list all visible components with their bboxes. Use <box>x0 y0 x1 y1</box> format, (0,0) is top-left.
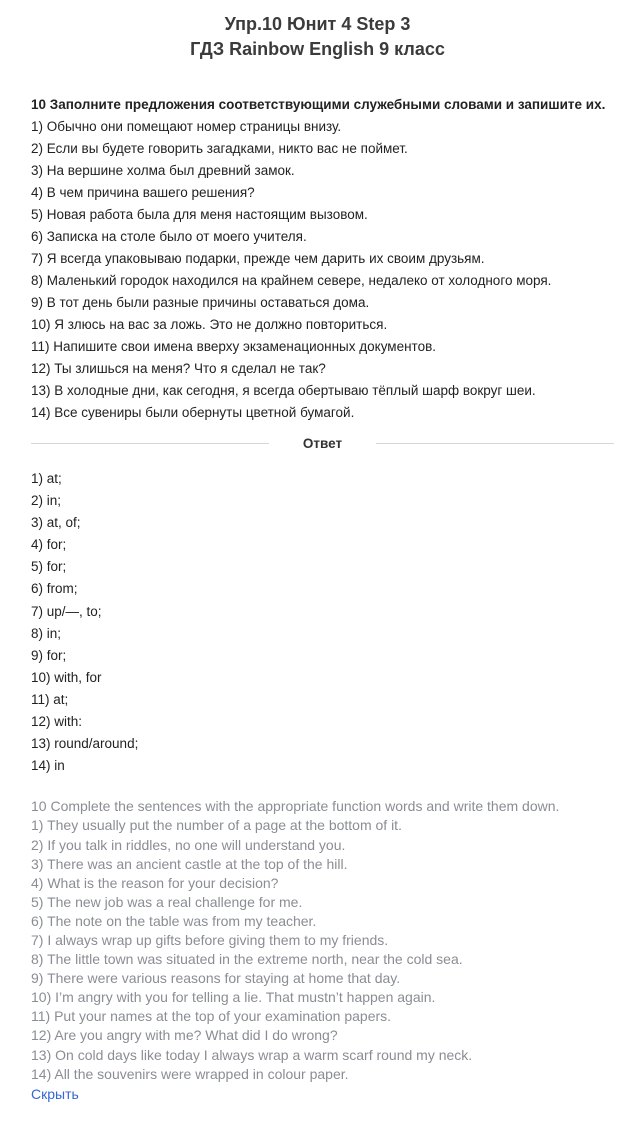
answer-list <box>31 468 614 777</box>
answer-item: 4) for; <box>31 537 67 553</box>
answer-item: 13) round/around; <box>31 736 139 752</box>
answer-item: 6) from; <box>31 581 78 597</box>
translation-sentence: 13) On cold days like today I always wrap a warm scarf round my neck. <box>31 1046 473 1063</box>
task-sentence: 14) Все сувениры были обернуты цветной бумагой. <box>31 405 355 420</box>
translation-block <box>31 797 614 1083</box>
title-line-1: Упр.10 Юнит 4 Step 3 <box>224 14 411 34</box>
translation-sentence: 11) Put your names at the top of your examination papers. <box>31 1008 392 1025</box>
answer-label: Ответ <box>302 435 343 451</box>
translation-sentence: 4) What is the reason for your decision? <box>31 874 279 891</box>
answer-item: 2) in; <box>31 493 62 509</box>
answer-item: 7) up/—, to; <box>31 603 102 619</box>
task-sentence: 7) Я всегда упаковываю подарки, прежде чем дарить их своим друзьям. <box>31 251 485 266</box>
translation-sentence: 6) The note on the table was from my teacher. <box>31 912 317 929</box>
page-title <box>0 0 635 62</box>
translation-sentence: 10) I’m angry with you for telling a lie. That mustn’t happen again. <box>31 989 436 1006</box>
task-sentence: 10) Я злюсь на вас за ложь. Это не должно повториться. <box>31 317 388 332</box>
answer-item: 11) at; <box>31 691 69 707</box>
answer-item: 14) in <box>31 758 65 774</box>
task-sentence: 8) Маленький городок находился на крайнем севере, недалеко от холодного моря. <box>31 273 552 288</box>
answer-separator <box>31 430 614 456</box>
translation-heading: 10 Complete the sentences with the appropriate function words and write them down. <box>31 798 560 815</box>
task-sentence: 5) Новая работа была для меня настоящим вызовом. <box>31 207 368 222</box>
separator-line-left <box>31 443 269 444</box>
title-line-2: ГДЗ Rainbow English 9 класс <box>190 39 445 59</box>
answer-item: 9) for; <box>31 647 67 663</box>
translation-sentence: 12) Are you angry with me? What did I do wrong? <box>31 1027 338 1044</box>
task-sentence: 2) Если вы будете говорить загадками, никто вас не поймет. <box>31 141 408 156</box>
task-heading: 10 Заполните предложения соответствующими служебными словами и запишите их. <box>31 97 606 112</box>
translation-sentences <box>31 816 614 1083</box>
answer-item: 3) at, of; <box>31 515 81 531</box>
task-sentence: 6) Записка на столе было от моего учителя. <box>31 229 307 244</box>
answer-item: 1) at; <box>31 471 62 486</box>
answer-item: 10) with, for <box>31 669 102 685</box>
hide-link[interactable]: Скрыть <box>31 1085 79 1102</box>
task-sentence: 1) Обычно они помещают номер страницы внизу. <box>31 119 342 134</box>
task-sentence: 3) На вершине холма был древний замок. <box>31 163 295 178</box>
translation-sentence: 1) They usually put the number of a page at the bottom of it. <box>31 817 402 834</box>
translation-sentence: 2) If you talk in riddles, no one will understand you. <box>31 836 346 853</box>
answer-item: 5) for; <box>31 559 67 575</box>
translation-sentence: 3) There was an ancient castle at the top of the hill. <box>31 855 348 872</box>
task-sentence: 11) Напишите свои имена вверху экзаменационных документов. <box>31 339 436 354</box>
task-sentence: 4) В чем причина вашего решения? <box>31 185 255 200</box>
separator-line-right <box>376 443 614 444</box>
translation-sentence: 8) The little town was situated in the extreme north, near the cold sea. <box>31 951 463 968</box>
translation-sentence: 14) All the souvenirs were wrapped in colour paper. <box>31 1065 349 1082</box>
answer-item: 8) in; <box>31 625 62 641</box>
task-sentence: 9) В тот день были разные причины оставаться дома. <box>31 295 370 310</box>
answer-item: 12) with: <box>31 714 83 730</box>
translation-sentence: 9) There were various reasons for staying at home that day. <box>31 970 401 987</box>
task-sentence: 13) В холодные дни, как сегодня, я всегда обертываю тёплый шарф вокруг шеи. <box>31 383 536 398</box>
task-sentence: 12) Ты злишься на меня? Что я сделал не так? <box>31 361 326 376</box>
translation-sentence: 7) I always wrap up gifts before giving them to my friends. <box>31 931 389 948</box>
translation-sentence: 5) The new job was a real challenge for me. <box>31 893 303 910</box>
task-sentences <box>31 116 614 424</box>
